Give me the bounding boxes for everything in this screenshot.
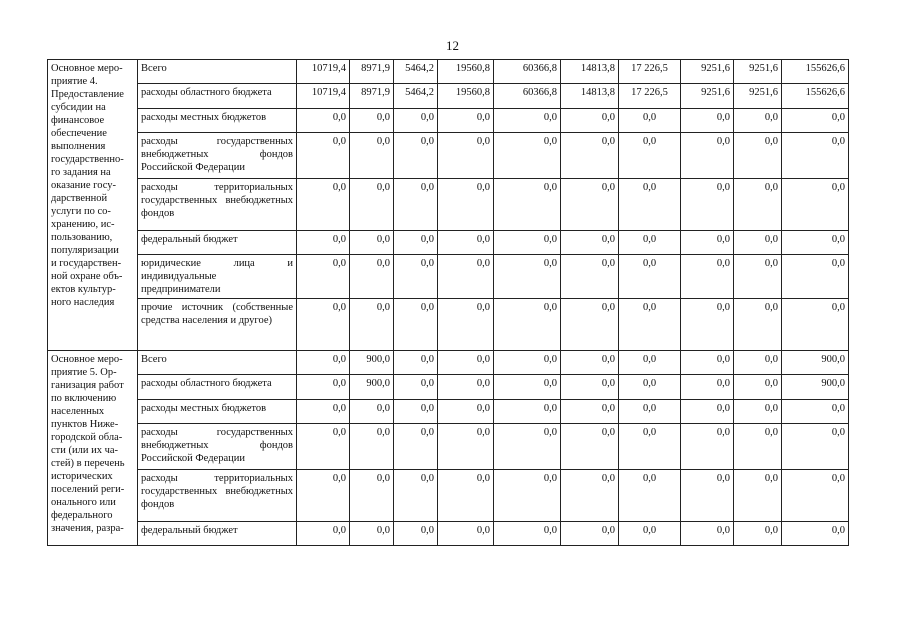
amount-cell: 0,0 xyxy=(350,133,394,179)
funding-source-cell xyxy=(138,109,297,133)
funding-source-cell xyxy=(138,133,297,179)
funding-source-cell xyxy=(138,60,297,84)
amount-cell: 14813,8 xyxy=(561,84,619,109)
amount-cell: 0,0 xyxy=(681,133,734,179)
amount-cell: 0,0 xyxy=(782,255,849,299)
funding-source-label: расходы областного бюджета xyxy=(141,87,272,98)
funding-source-cell xyxy=(138,400,297,424)
table-row xyxy=(48,179,849,231)
amount-cell: 0,0 xyxy=(782,133,849,179)
amount-cell: 900,0 xyxy=(350,351,394,375)
amount-cell: 9251,6 xyxy=(734,60,782,84)
amount-cell: 0,0 xyxy=(350,470,394,522)
funding-source-cell xyxy=(138,84,297,109)
funding-source-label: расходы государственных внебюджетных фондов Российской Федерации xyxy=(141,136,293,173)
amount-cell: 0,0 xyxy=(734,299,782,351)
amount-cell: 0,0 xyxy=(438,133,494,179)
amount-cell: 0,0 xyxy=(350,299,394,351)
amount-cell: 0,0 xyxy=(782,109,849,133)
amount-cell: 0,0 xyxy=(782,522,849,546)
amount-cell: 0,0 xyxy=(438,255,494,299)
amount-cell: 0,0 xyxy=(297,424,350,470)
amount-cell: 0,0 xyxy=(494,375,561,400)
amount-cell: 0,0 xyxy=(297,522,350,546)
amount-cell: 0,0 xyxy=(394,255,438,299)
amount-cell: 0,0 xyxy=(494,400,561,424)
amount-cell: 0,0 xyxy=(734,255,782,299)
amount-cell: 0,0 xyxy=(297,375,350,400)
amount-cell: 0,0 xyxy=(734,351,782,375)
funding-source-label: расходы областного бюджета xyxy=(141,378,272,389)
table-row xyxy=(48,522,849,546)
amount-cell: 9251,6 xyxy=(681,60,734,84)
amount-cell: 0,0 xyxy=(438,351,494,375)
amount-cell: 0,0 xyxy=(494,299,561,351)
amount-cell: 0,0 xyxy=(681,179,734,231)
funding-source-cell xyxy=(138,375,297,400)
funding-source-cell xyxy=(138,522,297,546)
amount-cell: 900,0 xyxy=(782,375,849,400)
amount-cell: 0,0 xyxy=(297,109,350,133)
amount-cell: 5464,2 xyxy=(394,84,438,109)
activity-cell xyxy=(48,351,138,546)
amount-cell: 0,0 xyxy=(350,231,394,255)
amount-cell: 0,0 xyxy=(734,231,782,255)
amount-cell: 900,0 xyxy=(350,375,394,400)
amount-cell: 0,0 xyxy=(350,400,394,424)
amount-cell: 0,0 xyxy=(734,133,782,179)
amount-cell: 0,0 xyxy=(619,255,681,299)
amount-cell: 10719,4 xyxy=(297,60,350,84)
funding-source-label: расходы местных бюджетов xyxy=(141,112,267,123)
amount-cell: 0,0 xyxy=(782,400,849,424)
amount-cell: 60366,8 xyxy=(494,84,561,109)
amount-cell: 0,0 xyxy=(350,179,394,231)
funding-source-label: расходы территориальных государственных внебюджетных фондов xyxy=(141,182,293,219)
amount-cell: 0,0 xyxy=(681,231,734,255)
amount-cell: 0,0 xyxy=(297,133,350,179)
amount-cell: 0,0 xyxy=(782,424,849,470)
amount-cell: 0,0 xyxy=(681,351,734,375)
funding-source-cell xyxy=(138,299,297,351)
amount-cell: 0,0 xyxy=(438,470,494,522)
amount-cell: 0,0 xyxy=(394,231,438,255)
amount-cell: 0,0 xyxy=(438,522,494,546)
amount-cell: 0,0 xyxy=(438,424,494,470)
amount-cell: 0,0 xyxy=(619,231,681,255)
amount-cell: 0,0 xyxy=(734,109,782,133)
amount-cell: 0,0 xyxy=(394,424,438,470)
amount-cell: 0,0 xyxy=(561,109,619,133)
amount-cell: 0,0 xyxy=(561,179,619,231)
amount-cell: 0,0 xyxy=(494,351,561,375)
funding-source-label: Всего xyxy=(141,354,167,365)
table-row xyxy=(48,255,849,299)
table-row xyxy=(48,400,849,424)
funding-source-cell xyxy=(138,424,297,470)
amount-cell: 0,0 xyxy=(394,400,438,424)
table-row xyxy=(48,470,849,522)
funding-source-label: прочие источник (собственные средства населения и другое) xyxy=(141,302,293,326)
amount-cell: 0,0 xyxy=(681,375,734,400)
funding-source-cell xyxy=(138,470,297,522)
amount-cell: 0,0 xyxy=(350,522,394,546)
funding-source-cell xyxy=(138,179,297,231)
table-row xyxy=(48,133,849,179)
amount-cell: 0,0 xyxy=(297,470,350,522)
amount-cell: 155626,6 xyxy=(782,84,849,109)
amount-cell: 0,0 xyxy=(561,299,619,351)
amount-cell: 0,0 xyxy=(494,109,561,133)
amount-cell: 0,0 xyxy=(734,470,782,522)
amount-cell: 0,0 xyxy=(438,400,494,424)
amount-cell: 0,0 xyxy=(561,375,619,400)
amount-cell: 0,0 xyxy=(681,299,734,351)
amount-cell: 14813,8 xyxy=(561,60,619,84)
amount-cell: 0,0 xyxy=(394,133,438,179)
amount-cell: 0,0 xyxy=(561,133,619,179)
amount-cell: 17 226,5 xyxy=(619,84,681,109)
amount-cell: 0,0 xyxy=(350,109,394,133)
amount-cell: 0,0 xyxy=(297,255,350,299)
amount-cell: 0,0 xyxy=(438,109,494,133)
amount-cell: 0,0 xyxy=(494,522,561,546)
table-row xyxy=(48,231,849,255)
funding-source-cell xyxy=(138,351,297,375)
amount-cell: 0,0 xyxy=(394,375,438,400)
amount-cell: 0,0 xyxy=(438,179,494,231)
amount-cell: 0,0 xyxy=(782,231,849,255)
funding-source-label: Всего xyxy=(141,63,167,74)
amount-cell: 0,0 xyxy=(734,424,782,470)
amount-cell: 0,0 xyxy=(681,424,734,470)
amount-cell: 0,0 xyxy=(681,109,734,133)
amount-cell: 0,0 xyxy=(619,351,681,375)
table-row xyxy=(48,351,849,375)
amount-cell: 0,0 xyxy=(394,522,438,546)
amount-cell: 8971,9 xyxy=(350,60,394,84)
funding-source-label: федеральный бюджет xyxy=(141,525,238,536)
amount-cell: 0,0 xyxy=(561,255,619,299)
amount-cell: 0,0 xyxy=(297,179,350,231)
table-row xyxy=(48,109,849,133)
amount-cell: 0,0 xyxy=(619,470,681,522)
amount-cell: 0,0 xyxy=(561,351,619,375)
amount-cell: 0,0 xyxy=(394,351,438,375)
funding-source-label: расходы территориальных государственных внебюджетных фондов xyxy=(141,473,293,510)
amount-cell: 0,0 xyxy=(438,299,494,351)
amount-cell: 0,0 xyxy=(619,522,681,546)
amount-cell: 155626,6 xyxy=(782,60,849,84)
amount-cell: 0,0 xyxy=(494,470,561,522)
amount-cell: 17 226,5 xyxy=(619,60,681,84)
funding-table xyxy=(47,59,849,546)
amount-cell: 0,0 xyxy=(561,231,619,255)
amount-cell: 0,0 xyxy=(782,470,849,522)
amount-cell: 0,0 xyxy=(619,133,681,179)
amount-cell: 0,0 xyxy=(619,109,681,133)
amount-cell: 0,0 xyxy=(619,375,681,400)
amount-cell: 0,0 xyxy=(494,255,561,299)
funding-source-cell xyxy=(138,231,297,255)
amount-cell: 5464,2 xyxy=(394,60,438,84)
funding-source-label: федеральный бюджет xyxy=(141,234,238,245)
amount-cell: 0,0 xyxy=(681,400,734,424)
amount-cell: 900,0 xyxy=(782,351,849,375)
amount-cell: 0,0 xyxy=(681,255,734,299)
amount-cell: 0,0 xyxy=(494,133,561,179)
amount-cell: 0,0 xyxy=(438,231,494,255)
amount-cell: 0,0 xyxy=(297,400,350,424)
amount-cell: 0,0 xyxy=(782,299,849,351)
amount-cell: 0,0 xyxy=(297,351,350,375)
amount-cell: 10719,4 xyxy=(297,84,350,109)
amount-cell: 0,0 xyxy=(561,522,619,546)
amount-cell: 0,0 xyxy=(561,470,619,522)
table-row xyxy=(48,84,849,109)
amount-cell: 9251,6 xyxy=(681,84,734,109)
table-row xyxy=(48,60,849,84)
amount-cell: 0,0 xyxy=(619,424,681,470)
amount-cell: 0,0 xyxy=(394,179,438,231)
amount-cell: 8971,9 xyxy=(350,84,394,109)
amount-cell: 0,0 xyxy=(297,231,350,255)
amount-cell: 0,0 xyxy=(681,522,734,546)
amount-cell: 19560,8 xyxy=(438,84,494,109)
amount-cell: 0,0 xyxy=(494,424,561,470)
amount-cell: 0,0 xyxy=(734,400,782,424)
amount-cell: 0,0 xyxy=(681,470,734,522)
amount-cell: 0,0 xyxy=(394,109,438,133)
amount-cell: 0,0 xyxy=(494,179,561,231)
amount-cell: 0,0 xyxy=(438,375,494,400)
funding-source-label: расходы местных бюджетов xyxy=(141,403,267,414)
amount-cell: 0,0 xyxy=(394,299,438,351)
table-row xyxy=(48,424,849,470)
page-number: 12 xyxy=(446,38,459,53)
amount-cell: 0,0 xyxy=(561,400,619,424)
amount-cell: 0,0 xyxy=(734,375,782,400)
activity-description: Основное меро- приятие 5. Ор- ганизация работ по включению населенных пунктов Ниже- городской обла- сти (или их ча- стей) в перечень исторических поселений реги- онального или федерального значения, разра- xyxy=(51,354,125,534)
amount-cell: 0,0 xyxy=(619,400,681,424)
funding-source-label: юридические лица и индивидуальные предприниматели xyxy=(141,258,293,295)
table-row xyxy=(48,375,849,400)
amount-cell: 0,0 xyxy=(394,470,438,522)
amount-cell: 0,0 xyxy=(734,179,782,231)
funding-source-label: расходы государственных внебюджетных фондов Российской Федерации xyxy=(141,427,293,464)
table-row xyxy=(48,299,849,351)
amount-cell: 0,0 xyxy=(297,299,350,351)
amount-cell: 0,0 xyxy=(782,179,849,231)
amount-cell: 0,0 xyxy=(561,424,619,470)
amount-cell: 0,0 xyxy=(619,299,681,351)
amount-cell: 0,0 xyxy=(619,179,681,231)
amount-cell: 0,0 xyxy=(350,255,394,299)
activity-cell xyxy=(48,60,138,351)
amount-cell: 0,0 xyxy=(494,231,561,255)
amount-cell: 0,0 xyxy=(734,522,782,546)
amount-cell: 0,0 xyxy=(350,424,394,470)
activity-description: Основное меро- приятие 4. Предоставление субсидии на финансовое обеспечение выполнения государственно- го задания на оказание госу- дарственной услуги по со- хранению, ис- пользованию, популяризации и государствен- ной охране объ- ектов культур- ного наследия xyxy=(51,63,124,308)
funding-source-cell xyxy=(138,255,297,299)
amount-cell: 60366,8 xyxy=(494,60,561,84)
amount-cell: 9251,6 xyxy=(734,84,782,109)
amount-cell: 19560,8 xyxy=(438,60,494,84)
